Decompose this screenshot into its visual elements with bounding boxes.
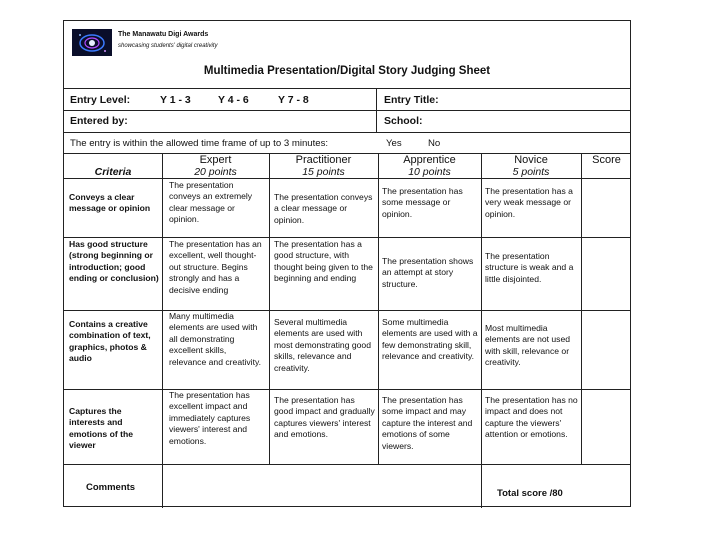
rubric-cell-practitioner: Several multimedia elements are used with most demonstrating good skills, relevance and creativity. <box>274 317 371 373</box>
column-header-apprentice: Apprentice <box>403 154 456 166</box>
rubric-cell-novice: The presentation has no impact and does not capture the viewers' attention or emotions. <box>485 395 578 440</box>
rubric-cell-novice: The presentation has a very weak message or opinion. <box>485 186 573 219</box>
rubric-cell-practitioner: The presentation conveys a clear message or opinion. <box>274 192 373 225</box>
rubric-cell-novice: The presentation structure is weak and a little disjointed. <box>485 251 574 284</box>
column-header-criteria: Criteria <box>94 166 132 178</box>
entry-level-option[interactable]: Y 1 - 3 <box>160 94 191 106</box>
entry-level-option[interactable]: Y 7 - 8 <box>278 94 309 106</box>
total-score-label: Total score /80 <box>497 488 563 499</box>
criterion-label: Has good structure (strong beginning or introduction; good ending or conclusion) <box>69 239 159 284</box>
logo-tagline: showcasing students' digital creativity <box>118 43 218 49</box>
divider <box>269 153 270 464</box>
entry-level-option[interactable]: Y 4 - 6 <box>218 94 249 106</box>
divider <box>376 88 377 133</box>
divider <box>64 310 630 311</box>
rubric-cell-expert: The presentation has excellent impact and immediately captures viewers' interest and emotions. <box>169 390 251 446</box>
page-title: Multimedia Presentation/Digital Story Judging Sheet <box>203 65 491 77</box>
points-novice: 5 points <box>512 166 550 178</box>
school-label: School: <box>384 115 423 127</box>
points-practitioner: 15 points <box>302 166 345 178</box>
rubric-cell-practitioner: The presentation has a good structure, with thought being given to the beginning and ending <box>274 239 373 284</box>
rubric-cell-expert: Many multimedia elements are used with all demonstrating excellent skills, relevance and creativity. <box>169 311 262 367</box>
logo-name: The Manawatu Digi Awards <box>118 31 209 38</box>
rubric-cell-apprentice: Some multimedia elements are used with a few demonstrating skill, relevance and creativity. <box>382 317 478 362</box>
time-frame-yes[interactable]: Yes <box>386 138 402 149</box>
judging-sheet <box>63 20 631 507</box>
criterion-label: Contains a creative combination of text, graphics, photos & audio <box>69 319 151 364</box>
rubric-cell-expert: The presentation conveys an extremely clear message or opinion. <box>169 180 253 225</box>
criterion-label: Captures the interests and emotions of the viewer <box>69 406 133 451</box>
rubric-cell-novice: Most multimedia elements are not used with skill, relevance or creativity. <box>485 323 571 368</box>
rubric-cell-apprentice: The presentation has some message or opinion. <box>382 186 463 219</box>
rubric-cell-practitioner: The presentation has good impact and gradually captures viewers' interest and emotions. <box>274 395 375 440</box>
entry-title-label: Entry Title: <box>384 94 439 106</box>
column-header-novice: Novice <box>514 154 548 166</box>
entry-level-label: Entry Level: <box>70 94 131 106</box>
logo-image <box>72 29 112 56</box>
time-frame-question: The entry is within the allowed time frame of up to 3 minutes: <box>70 138 329 149</box>
criterion-label: Conveys a clear message or opinion <box>69 192 151 214</box>
comments-label: Comments <box>86 482 136 493</box>
points-apprentice: 10 points <box>408 166 451 178</box>
divider <box>64 178 630 179</box>
points-expert: 20 points <box>194 166 237 178</box>
divider <box>378 153 379 464</box>
divider <box>64 110 630 111</box>
entered-by-label: Entered by: <box>70 115 128 127</box>
divider <box>64 132 630 133</box>
divider <box>481 153 482 508</box>
rubric-cell-expert: The presentation has an excellent, well thought-out structure. Begins strongly and has a decisive ending <box>169 239 262 295</box>
rubric-cell-apprentice: The presentation has some impact and may capture the interest and emotions of some viewers. <box>382 395 473 451</box>
column-header-practitioner: Practitioner <box>295 154 352 166</box>
divider <box>64 464 630 465</box>
time-frame-no[interactable]: No <box>428 138 441 149</box>
divider <box>64 88 630 89</box>
column-header-expert: Expert <box>199 154 232 166</box>
divider <box>162 153 163 508</box>
divider <box>64 237 630 238</box>
column-header-score: Score <box>592 154 621 166</box>
divider <box>64 389 630 390</box>
rubric-cell-apprentice: The presentation shows an attempt at story structure. <box>382 256 474 289</box>
divider <box>581 153 582 464</box>
